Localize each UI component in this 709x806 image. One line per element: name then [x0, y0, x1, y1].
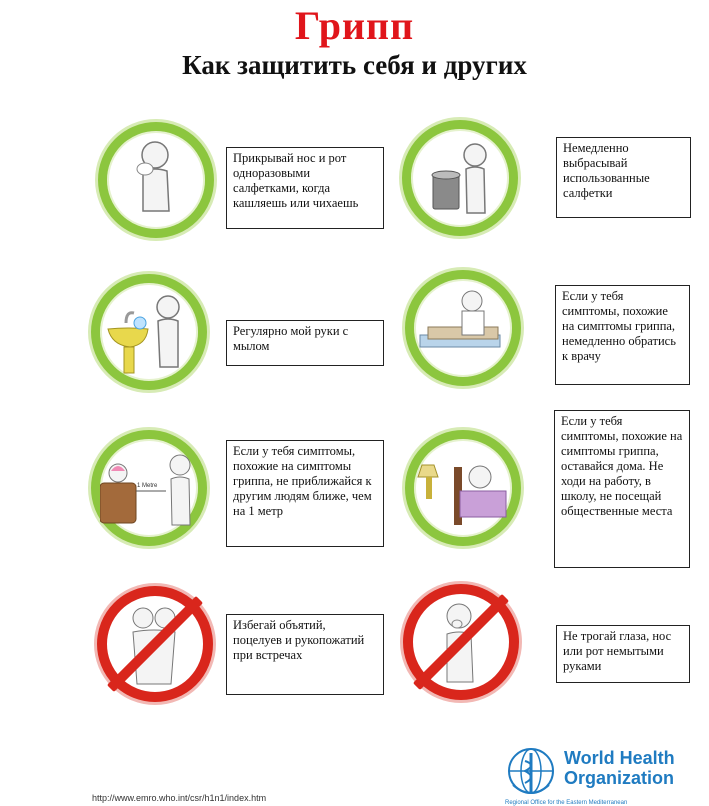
who-regional-office: Regional Office for the Eastern Mediterranean — [505, 800, 628, 806]
illustration-stay-home — [405, 430, 521, 546]
illustration-no-hugs — [97, 586, 213, 702]
doctor-bed-icon — [414, 279, 512, 377]
who-wordmark — [564, 748, 675, 788]
tip-box-8: Не трогай глаза, нос или рот немытыми руками — [556, 625, 690, 683]
stay-home-icon — [414, 439, 512, 537]
tip-box-4: Если у тебя симптомы, похожие на симптомы гриппа, немедленно обратись к врачу — [555, 285, 690, 385]
distance-label: 1 Metre — [137, 483, 158, 489]
sink-icon — [100, 283, 198, 381]
tip-box-6: Если у тебя симптомы, похожие на симптомы гриппа, оставайся дома. Не ходи на работу, в школу, не посещай общественные места — [554, 410, 690, 568]
page-title: Грипп — [294, 3, 415, 48]
tip-box-7: Избегай объятий, поцелуев и рукопожатий при встречах — [226, 614, 384, 695]
who-emblem-icon — [505, 745, 557, 801]
tip-box-5: Если у тебя симптомы, похожие на симптомы гриппа, не приближайся к другим людям ближе, чем на 1 метр — [226, 440, 384, 547]
figure-sneeze-icon — [107, 131, 205, 229]
tip-box-2: Немедленно выбрасывай использованные салфетки — [556, 137, 691, 218]
illustration-sneeze-tissue — [98, 122, 214, 238]
illustration-hand-washing — [91, 274, 207, 390]
who-line-2: Organization — [564, 768, 675, 788]
who-line-1: World Health — [564, 748, 675, 768]
illustration-trash-bin — [402, 120, 518, 236]
source-url[interactable]: http://www.emro.who.int/csr/h1n1/index.htm — [92, 793, 267, 803]
illustration-doctor-visit — [405, 270, 521, 386]
illustration-keep-distance — [91, 430, 207, 546]
trash-bin-icon — [411, 129, 509, 227]
tip-box-3: Регулярно мой руки с мылом — [226, 320, 384, 366]
illustration-no-face-touching — [403, 584, 519, 700]
distance-icon — [100, 439, 198, 537]
tip-box-1: Прикрывай нос и рот одноразовыми салфетками, когда кашляешь или чихаешь — [226, 147, 384, 229]
page-subtitle: Как защитить себя и других — [182, 50, 527, 80]
